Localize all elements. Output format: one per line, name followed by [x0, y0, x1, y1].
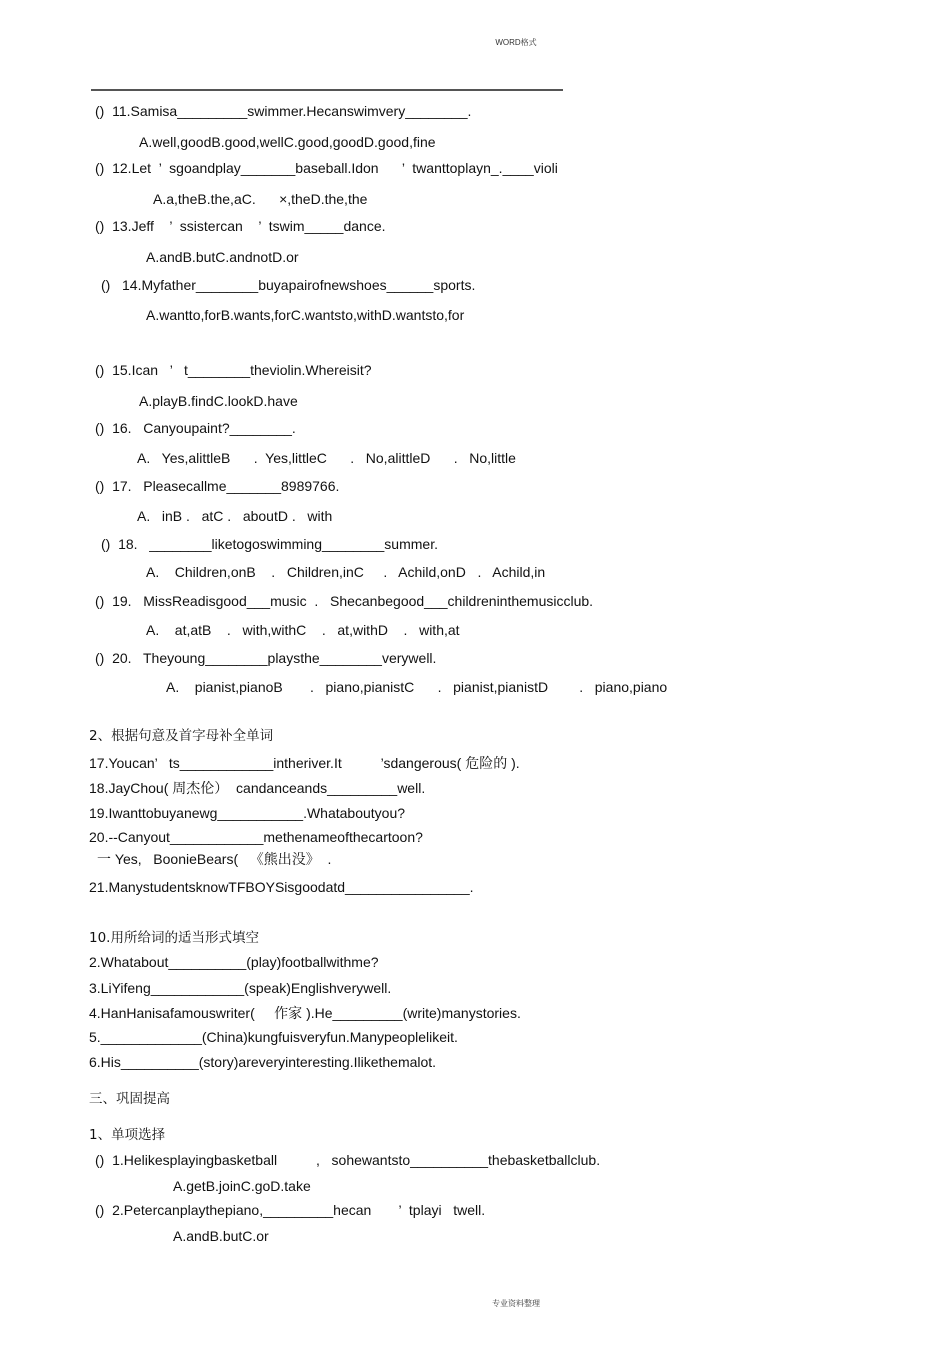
text-line: 1、单项选择 — [89, 1127, 166, 1143]
text-line: () 16. Canyoupaint?________. — [95, 420, 296, 436]
text-line: () 1.Helikesplayingbasketball , sohewantsto__________thebasketballclub. — [95, 1152, 601, 1168]
text-line: () 11.Samisa_________swimmer.Hecanswimvery________. — [95, 103, 472, 119]
text-line: () 15.Ican ’ t________theviolin.Whereisit? — [95, 362, 372, 378]
text-line: 17.Youcan’ ts____________intheriver.It ’sdangerous( 危险的 ). — [89, 755, 520, 771]
text-line: A.andB.butC.or — [173, 1228, 269, 1244]
header-rule — [91, 89, 563, 91]
text-line: A.a,theB.the,aC. ×,theD.the,the — [153, 191, 368, 207]
page-footer: 专业资料整理 — [492, 1299, 540, 1308]
text-line: A.andB.butC.andnotD.or — [146, 249, 299, 265]
text-line: 20.--Canyout____________methenameofthecartoon? — [89, 829, 423, 845]
text-line: 19.Iwanttobuyanewg___________.Whataboutyou? — [89, 805, 406, 821]
text-line: A. Yes,alittleB . Yes,littleC . No,alittleD . No,little — [137, 450, 516, 466]
text-line: 三、巩固提高 — [89, 1091, 170, 1107]
text-line: 10.用所给词的适当形式填空 — [89, 930, 259, 946]
text-line: 一 Yes, BoonieBears( 《熊出没》 . — [97, 851, 332, 867]
text-line: A.getB.joinC.goD.take — [173, 1178, 311, 1194]
text-line: A.wantto,forB.wants,forC.wantsto,withD.wantsto,for — [146, 307, 465, 323]
text-line: 5._____________(China)kungfuisveryfun.Manypeoplelikeit. — [89, 1029, 458, 1045]
text-line: () 18. ________liketogoswimming________summer. — [101, 536, 438, 552]
text-line: 3.LiYifeng____________(speak)Englishverywell. — [89, 980, 392, 996]
text-line: 21.ManystudentsknowTFBOYSisgoodatd________________. — [89, 879, 474, 895]
text-line: A. Children,onB . Children,inC . Achild,onD . Achild,in — [146, 564, 546, 580]
text-line: A.playB.findC.lookD.have — [139, 393, 298, 409]
text-line: 2、根据句意及首字母补全单词 — [89, 728, 274, 744]
text-line: A. pianist,pianoB . piano,pianistC . pianist,pianistD . piano,piano — [166, 679, 668, 695]
text-line: () 14.Myfather________buyapairofnewshoes______sports. — [101, 277, 476, 293]
text-line: () 20. Theyoung________playsthe________verywell. — [95, 650, 437, 666]
text-line: () 2.Petercanplaythepiano,_________hecan ’ tplayi twell. — [95, 1202, 486, 1218]
text-line: 18.JayChou( 周杰伦） candanceands_________well. — [89, 780, 426, 796]
text-line: 2.Whatabout__________(play)footballwithme? — [89, 954, 379, 970]
text-line: () 13.Jeff ’ ssistercan ’ tswim_____dance. — [95, 218, 386, 234]
text-line: () 12.Let ’ sgoandplay_______baseball.Idon ’ twanttoplayn_.____violi — [95, 160, 558, 176]
text-line: A.well,goodB.good,wellC.good,goodD.good,fine — [139, 134, 436, 150]
text-line: A. at,atB . with,withC . at,withD . with,at — [146, 622, 460, 638]
text-line: A. inB . atC . aboutD . with — [137, 508, 333, 524]
page-header: WORD格式 — [495, 38, 537, 47]
text-line: 4.HanHanisafamouswriter( 作家 ).He_________(write)manystories. — [89, 1005, 521, 1021]
text-line: () 17. Pleasecallme_______8989766. — [95, 478, 340, 494]
text-line: 6.His__________(story)areveryinteresting.Ilikethemalot. — [89, 1054, 437, 1070]
text-line: () 19. MissReadisgood___music . Shecanbegood___childreninthemusicclub. — [95, 593, 594, 609]
